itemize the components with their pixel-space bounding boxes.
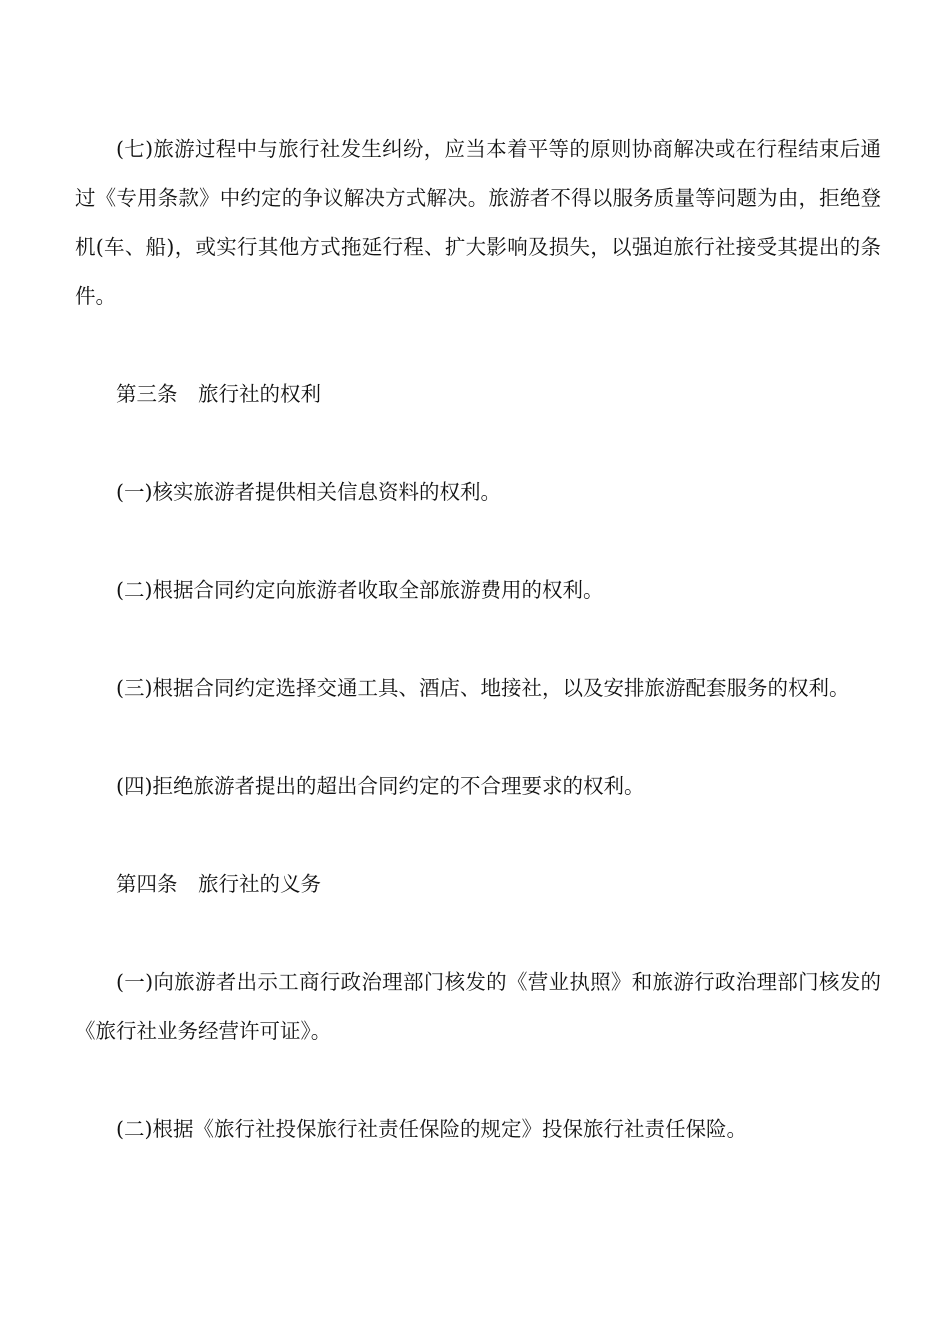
paragraph-right-2: (二)根据合同约定向旅游者收取全部旅游费用的权利。: [116, 578, 604, 602]
paragraph-right-4: (四)拒绝旅游者提出的超出合同约定的不合理要求的权利。: [116, 774, 645, 798]
heading-article-3: 第三条 旅行社的权利: [116, 382, 321, 406]
paragraph-duty-2: (二)根据《旅行社投保旅行社责任保险的规定》投保旅行社责任保险。: [116, 1117, 747, 1141]
paragraph-duty-1: (一)向旅游者出示工商行政治理部门核发的《营业执照》和旅游行政治理部门核发的《旅行社业务经营许可证》。: [75, 970, 881, 1043]
paragraph-right-3: (三)根据合同约定选择交通工具、酒店、地接社，以及安排旅游配套服务的权利。: [116, 676, 850, 700]
paragraph-dispute-resolution: (七)旅游过程中与旅行社发生纠纷，应当本着平等的原则协商解决或在行程结束后通过《专用条款》中约定的争议解决方式解决。旅游者不得以服务质量等问题为由，拒绝登机(车、船)，或实行其他方式拖延行程、扩大影响及损失，以强迫旅行社接受其提出的条件。: [75, 137, 881, 308]
heading-article-4: 第四条 旅行社的义务: [116, 872, 321, 896]
document-page: [75, 125, 881, 1154]
paragraph-right-1: (一)核实旅游者提供相关信息资料的权利。: [116, 480, 501, 504]
